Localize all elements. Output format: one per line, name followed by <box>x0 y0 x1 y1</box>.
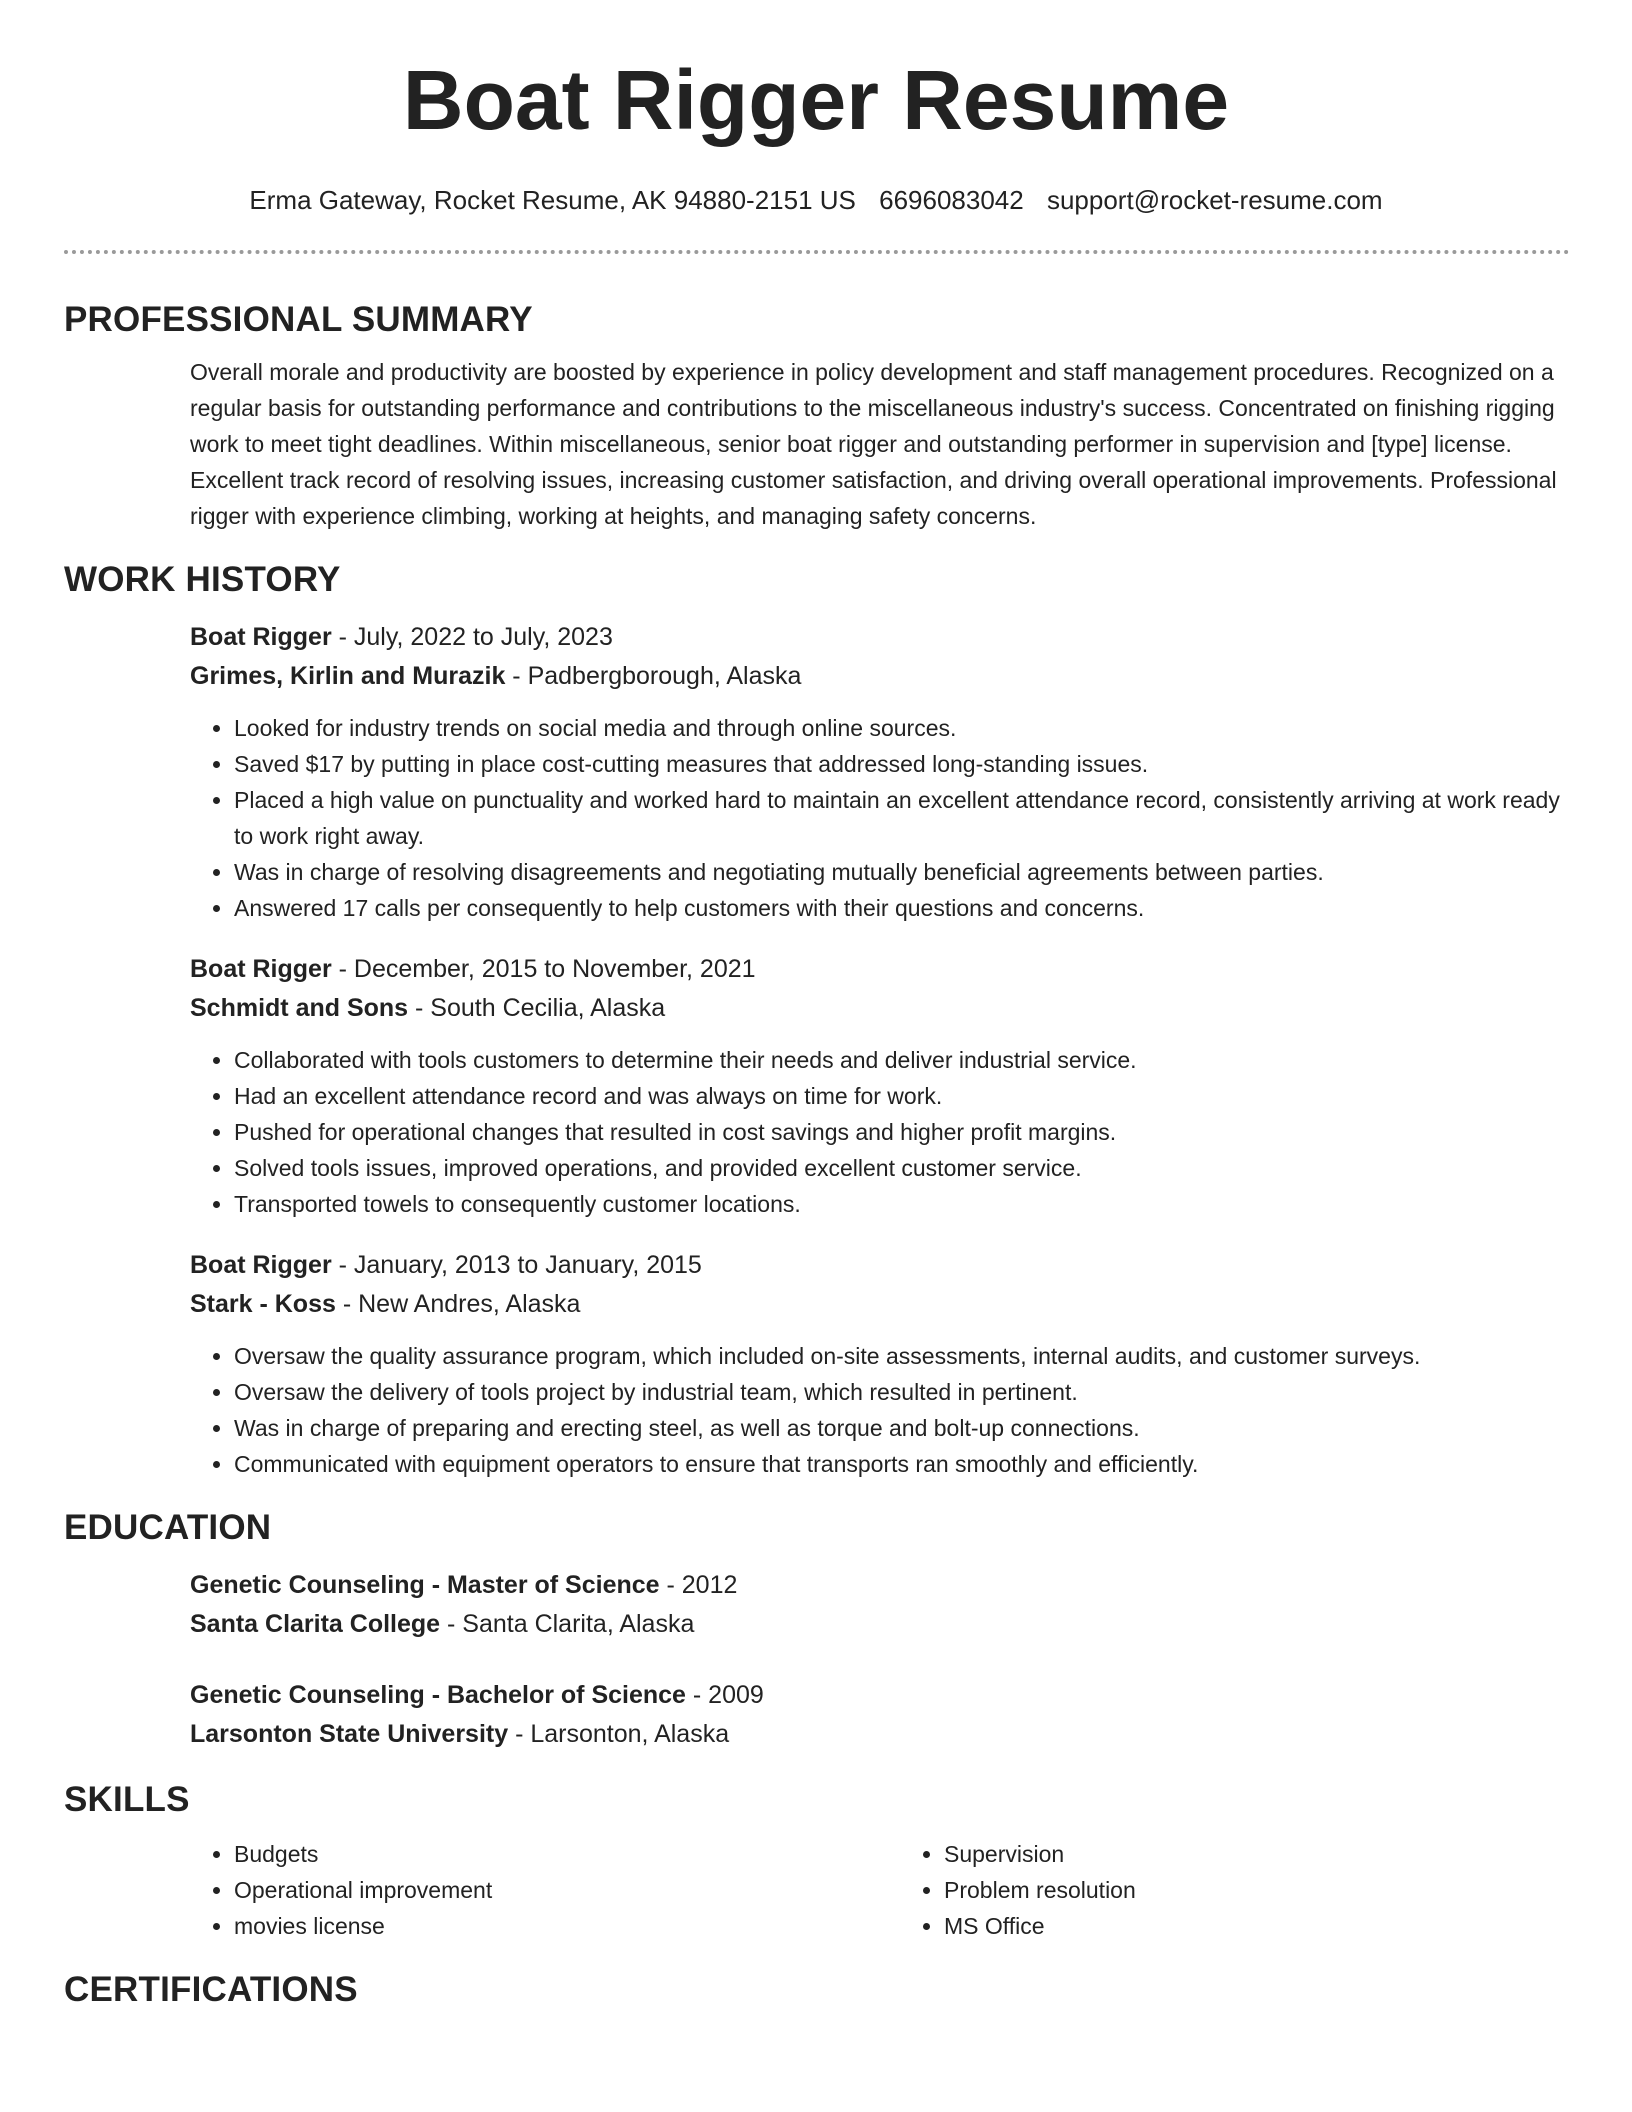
job-location: - South Cecilia, Alaska <box>408 994 666 1022</box>
contact-line <box>0 182 1632 218</box>
job-location: - New Andres, Alaska <box>335 1290 581 1318</box>
list-item: • Solved tools issues, improved operations, and provided excellent customer service. <box>234 1150 1570 1186</box>
skills-list-right <box>900 1836 1570 1944</box>
skill-item: • movies license <box>234 1908 860 1944</box>
list-item: • Had an excellent attendance record and was always on time for work. <box>234 1078 1570 1114</box>
work-history-body <box>190 618 1570 1482</box>
school: Larsonton State University <box>190 1720 509 1748</box>
summary-heading: PROFESSIONAL SUMMARY <box>64 300 533 339</box>
list-item: • Communicated with equipment operators to ensure that transports ran smoothly and efficiently. <box>234 1446 1570 1482</box>
list-item: • Answered 17 calls per consequently to help customers with their questions and concerns. <box>234 890 1570 926</box>
contact-address: Erma Gateway, Rocket Resume, AK 94880-2151 US <box>249 185 856 215</box>
contact-email: support@rocket-resume.com <box>1046 185 1383 215</box>
work-history-section <box>64 556 1570 1482</box>
summary-text: Overall morale and productivity are boosted by experience in policy development and staff management procedures. Recognized on a regular basis for outstanding performance and contributions to the miscellaneous industry's success. Concentrated on finishing rigging work to meet tight deadlines. Within miscellaneous, senior boat rigger and outstanding performer in supervision and [type] license. Excellent track record of resolving issues, increasing customer satisfaction, and driving overall operational improvements. Professional rigger with experience climbing, working at heights, and managing safety concerns. <box>190 359 1557 529</box>
skills-grid <box>190 1836 1570 1944</box>
certifications-heading: CERTIFICATIONS <box>64 1970 358 2009</box>
list-item: • Saved $17 by putting in place cost-cutting measures that addressed long-standing issues. <box>234 746 1570 782</box>
degree-line <box>190 1566 1570 1605</box>
school-location: - Santa Clarita, Alaska <box>440 1610 695 1638</box>
skill-item: • Problem resolution <box>944 1872 1570 1908</box>
list-item: • Oversaw the delivery of tools project by industrial team, which resulted in pertinent. <box>234 1374 1570 1410</box>
degree-line <box>190 1676 1570 1715</box>
job-entry <box>190 1246 1570 1482</box>
education-heading: EDUCATION <box>64 1508 272 1547</box>
school: Santa Clarita College <box>190 1610 441 1638</box>
list-item: • Pushed for operational changes that resulted in cost savings and higher profit margins. <box>234 1114 1570 1150</box>
school-line <box>190 1715 1570 1754</box>
contact-phone: 6696083042 <box>879 185 1024 215</box>
job-location: - Padbergborough, Alaska <box>505 662 802 690</box>
job-company-line <box>190 989 1570 1028</box>
skills-list-left <box>190 1836 860 1944</box>
skill-item: • Supervision <box>944 1836 1570 1872</box>
job-bullets <box>190 1042 1570 1222</box>
resume-content <box>64 296 1570 2036</box>
page-title: Boat Rigger Resume <box>402 53 1230 147</box>
education-section <box>64 1504 1570 1754</box>
job-entry <box>190 950 1570 1222</box>
education-entry <box>190 1566 1570 1644</box>
skill-item: • Operational improvement <box>234 1872 860 1908</box>
school-line <box>190 1605 1570 1644</box>
job-title-line <box>190 950 1570 989</box>
job-dates: - December, 2015 to November, 2021 <box>331 955 756 983</box>
school-location: - Larsonton, Alaska <box>508 1720 730 1748</box>
education-body <box>190 1566 1570 1754</box>
job-title-line <box>190 1246 1570 1285</box>
degree-year: - 2012 <box>659 1571 738 1599</box>
job-company: Grimes, Kirlin and Murazik <box>190 662 506 690</box>
list-item: • Transported towels to consequently customer locations. <box>234 1186 1570 1222</box>
list-item: • Was in charge of resolving disagreements and negotiating mutually beneficial agreements between parties. <box>234 854 1570 890</box>
skill-item: • Budgets <box>234 1836 860 1872</box>
job-title-line <box>190 618 1570 657</box>
list-item: • Oversaw the quality assurance program, which included on-site assessments, internal audits, and customer surveys. <box>234 1338 1570 1374</box>
list-item: • Looked for industry trends on social media and through online sources. <box>234 710 1570 746</box>
summary-body <box>190 354 1570 534</box>
list-item: • Was in charge of preparing and erecting steel, as well as torque and bolt-up connections. <box>234 1410 1570 1446</box>
job-company: Stark - Koss <box>190 1290 336 1318</box>
job-entry <box>190 618 1570 926</box>
job-bullets <box>190 710 1570 926</box>
skills-section <box>64 1776 1570 1944</box>
degree: Genetic Counseling - Master of Science <box>190 1571 660 1599</box>
certifications-section <box>64 1966 1570 2014</box>
header-divider <box>64 250 1570 254</box>
list-item: • Collaborated with tools customers to determine their needs and deliver industrial service. <box>234 1042 1570 1078</box>
job-bullets <box>190 1338 1570 1482</box>
job-company: Schmidt and Sons <box>190 994 409 1022</box>
skill-item: • MS Office <box>944 1908 1570 1944</box>
job-title: Boat Rigger <box>190 1251 332 1279</box>
skills-body <box>190 1836 1570 1944</box>
job-title: Boat Rigger <box>190 955 332 983</box>
job-dates: - January, 2013 to January, 2015 <box>331 1251 702 1279</box>
degree-year: - 2009 <box>685 1681 764 1709</box>
job-title: Boat Rigger <box>190 623 332 651</box>
work-history-heading: WORK HISTORY <box>64 560 341 599</box>
summary-section <box>64 296 1570 534</box>
education-entry <box>190 1676 1570 1754</box>
job-dates: - July, 2022 to July, 2023 <box>331 623 613 651</box>
degree: Genetic Counseling - Bachelor of Science <box>190 1681 686 1709</box>
job-company-line <box>190 1285 1570 1324</box>
list-item: • Placed a high value on punctuality and worked hard to maintain an excellent attendance record, consistently arriving at work ready to work right away. <box>234 782 1570 854</box>
job-company-line <box>190 657 1570 696</box>
skills-heading: SKILLS <box>64 1780 190 1819</box>
